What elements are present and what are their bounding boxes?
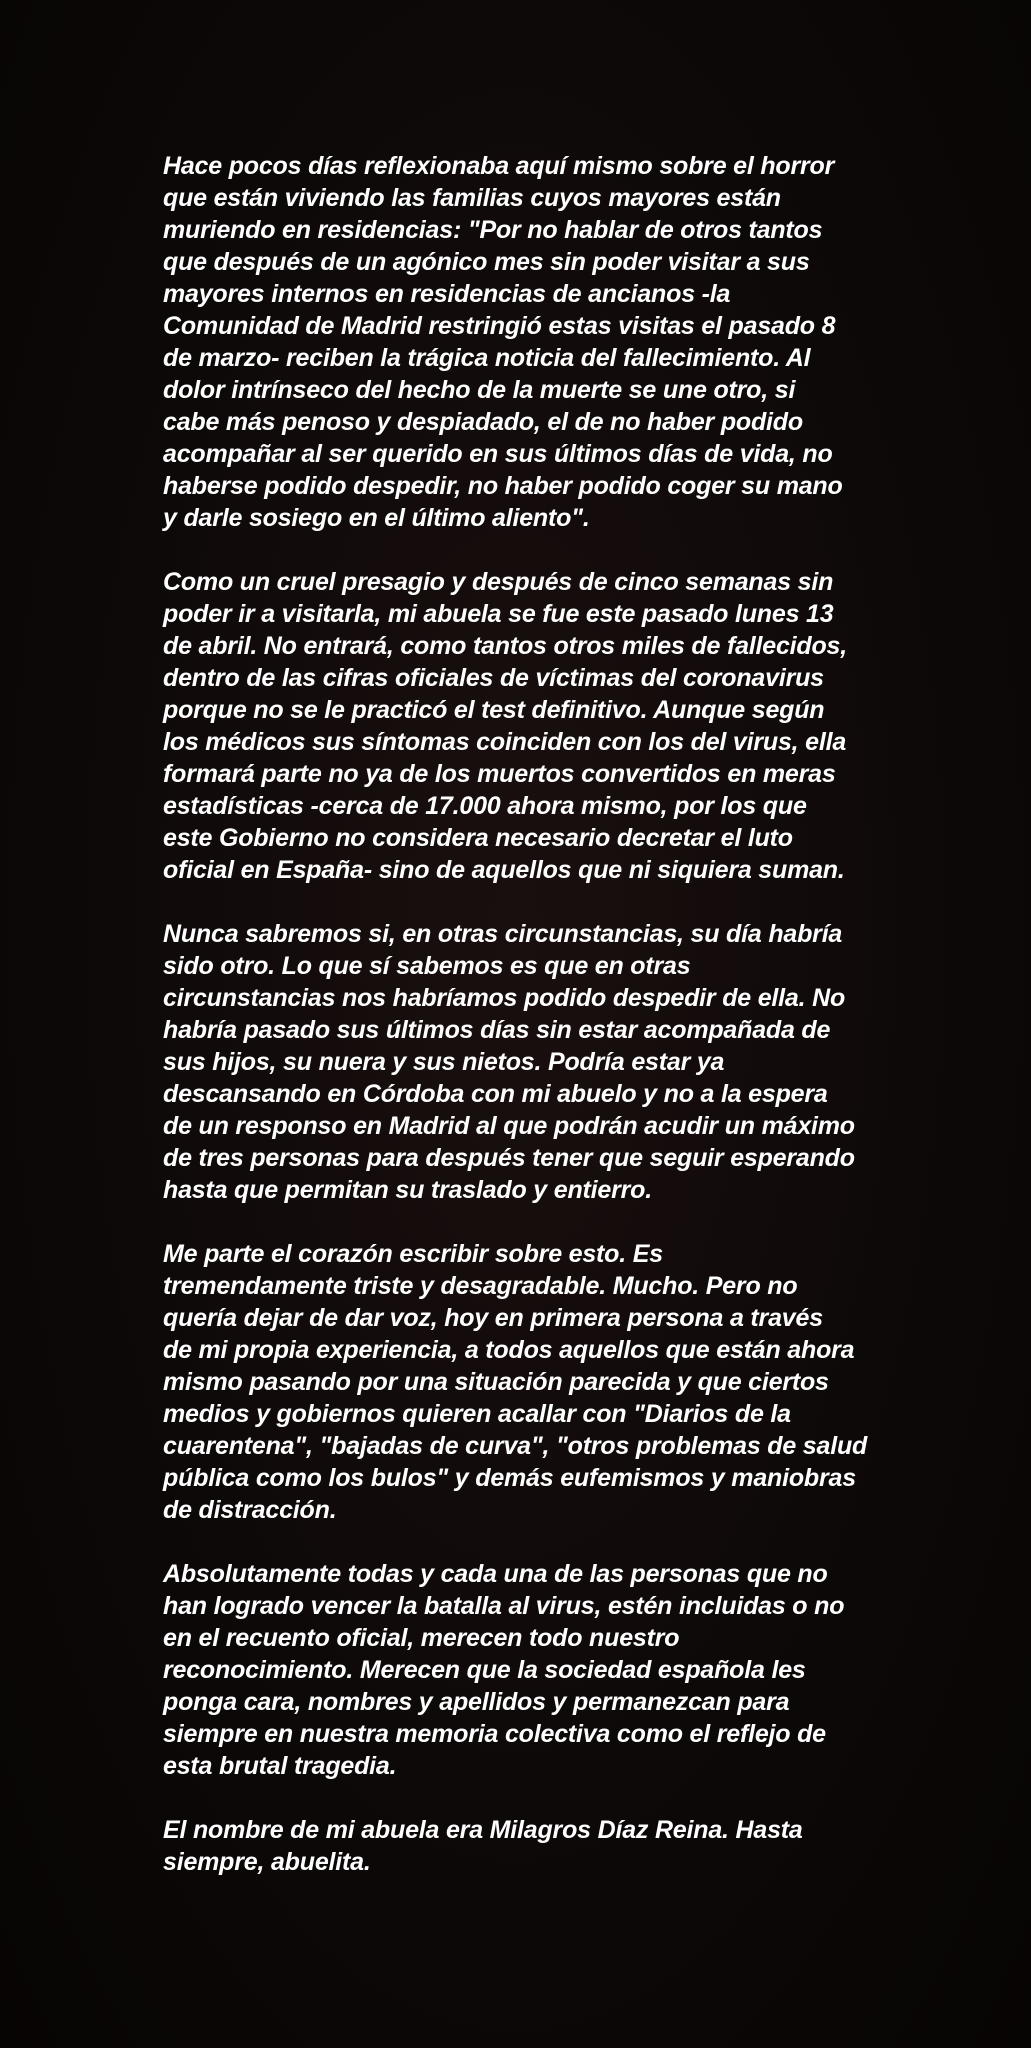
article-text <box>163 150 893 1878</box>
paragraph-4: Me parte el corazón escribir sobre esto. Es tremendamente triste y desagradable. Mucho. Pero no quería dejar de dar voz, hoy en primera persona a través de mi propia experiencia, a todos aquellos que están ahora mismo pasando por una situación parecida y que ciertos medios y gobiernos quieren acallar con "Diarios de la cuarentena", "bajadas de curva", "otros problemas de salud pública como los bulos" y demás eufemismos y maniobras de distracción. <box>163 1240 868 1524</box>
paragraph-2: Como un cruel presagio y después de cinco semanas sin poder ir a visitarla, mi abuela se fue este pasado lunes 13 de abril. No entrará, como tantos otros miles de fallecidos, dentro de las cifras oficiales de víctimas del coronavirus porque no se le practicó el test definitivo. Aunque según los médicos sus síntomas coinciden con los del virus, ella formará parte no ya de los muertos convertidos en meras estadísticas -cerca de 17.000 ahora mismo, por los que este Gobierno no considera necesario decretar el luto oficial en España- sino de aquellos que ni siquiera suman. <box>163 568 848 884</box>
paragraph-3: Nunca sabremos si, en otras circunstancias, su día habría sido otro. Lo que sí sabemos es que en otras circunstancias nos habríamos podido despedir de ella. No habría pasado sus últimos días sin estar acompañada de sus hijos, su nuera y sus nietos. Podría estar ya descansando en Córdoba con mi abuelo y no a la espera de un responso en Madrid al que podrán acudir un máximo de tres personas para después tener que seguir esperando hasta que permitan su traslado y entierro. <box>163 920 855 1204</box>
paragraph-6: El nombre de mi abuela era Milagros Díaz Reina. Hasta siempre, abuelita. <box>163 1816 803 1876</box>
paragraph-5: Absolutamente todas y cada una de las personas que no han logrado vencer la batalla al virus, estén incluidas o no en el recuento oficial, merecen todo nuestro reconocimiento. Merecen que la sociedad española les ponga cara, nombres y apellidos y permanezcan para siempre en nuestra memoria colectiva como el reflejo de esta brutal tragedia. <box>163 1560 845 1780</box>
paragraph-1: Hace pocos días reflexionaba aquí mismo sobre el horror que están viviendo las familias cuyos mayores están muriendo en residencias: "Por no hablar de otros tantos que después de un agónico mes sin poder visitar a sus mayores internos en residencias de ancianos -la Comunidad de Madrid restringió estas visitas el pasado 8 de marzo- reciben la trágica noticia del fallecimiento. Al dolor intrínseco del hecho de la muerte se une otro, si cabe más penoso y despiadado, el de no haber podido acompañar al ser querido en sus últimos días de vida, no haberse podido despedir, no haber podido coger su mano y darle sosiego en el último aliento". <box>163 152 843 532</box>
